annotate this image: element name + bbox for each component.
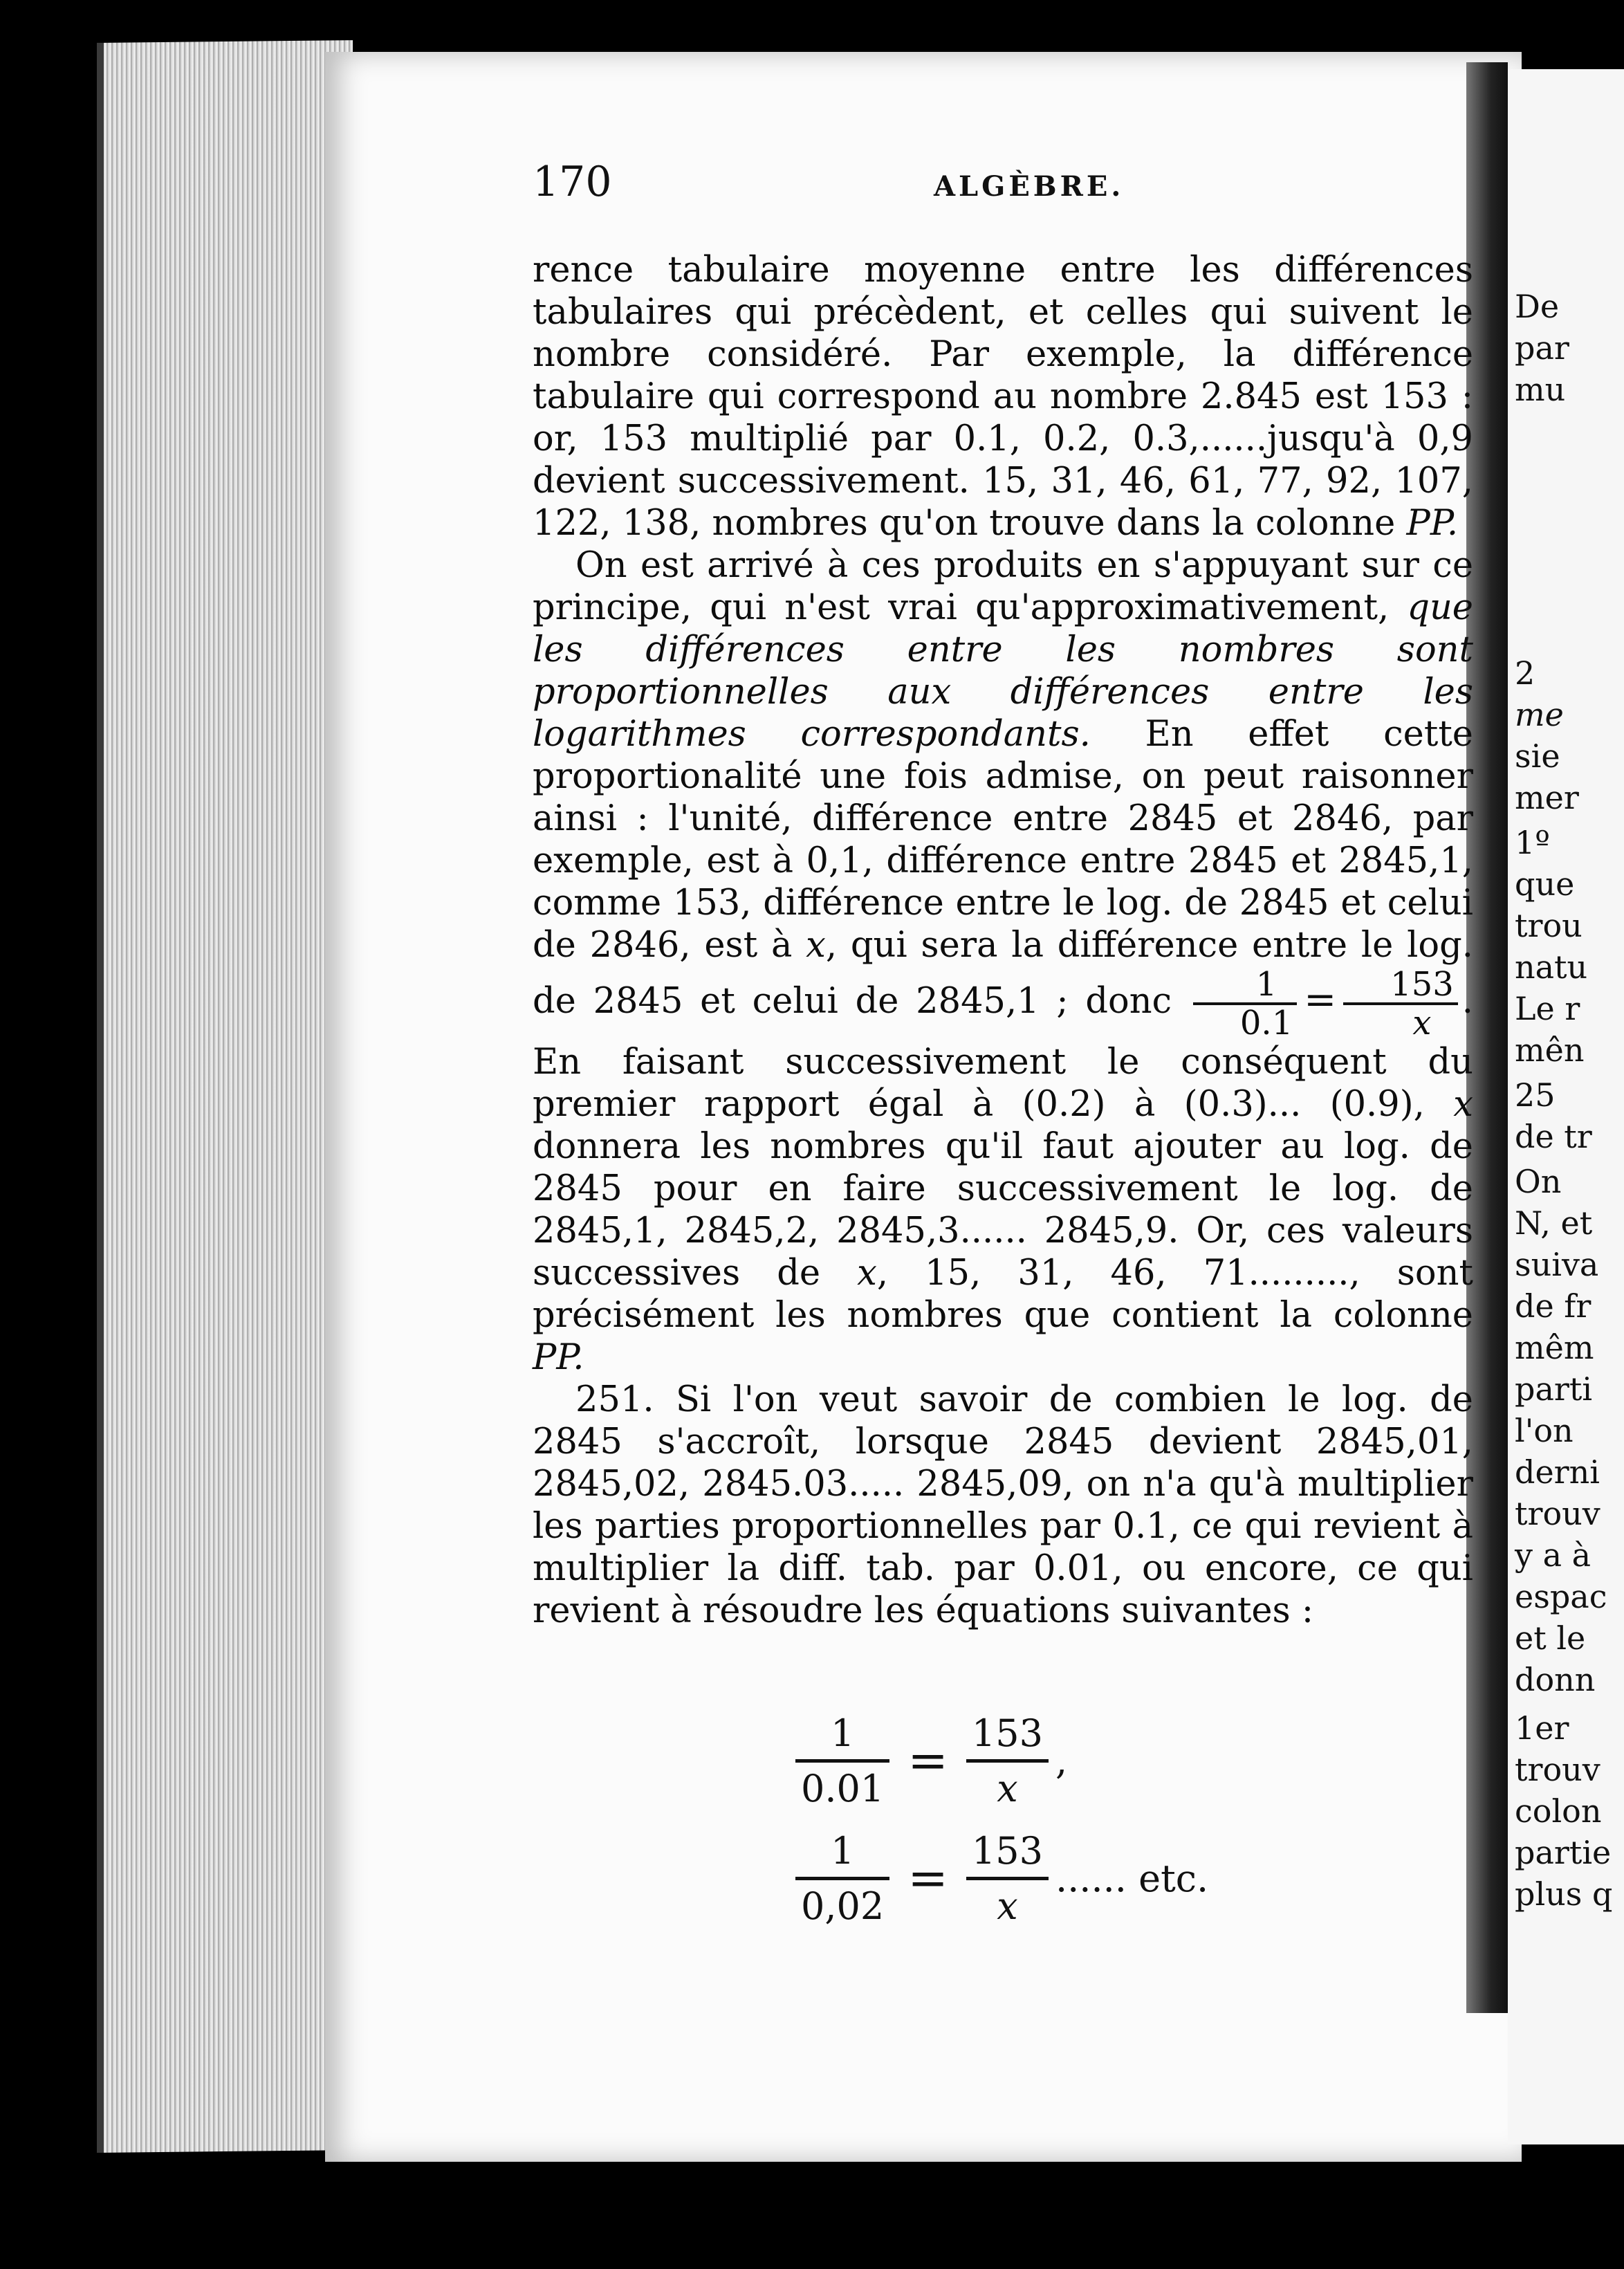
fraction-denominator: x [997, 1766, 1018, 1810]
facing-page-fragment [1508, 69, 1624, 2144]
fraction [966, 1711, 1049, 1810]
text-run: , 15, 31, 46, 71........., sont précisément les nombres que contient la colonne [533, 1253, 1473, 1336]
facing-page-line: trou [1515, 907, 1583, 944]
fraction-denominator: 0.1 [1239, 1004, 1293, 1042]
equals-sign: = [907, 1732, 948, 1789]
paragraph [533, 544, 1473, 1379]
facing-page-line: espac [1515, 1578, 1607, 1615]
paragraph [533, 1379, 1473, 1632]
facing-page-line: mêm [1515, 1329, 1594, 1366]
equation [795, 1702, 1349, 1819]
facing-page-line: 1º [1515, 824, 1550, 861]
facing-page-line: 2 [1515, 654, 1535, 692]
fraction-numerator: 153 [1343, 966, 1458, 1005]
equation-tail: , [1055, 1738, 1068, 1783]
math-variable: x [857, 1253, 877, 1294]
fraction [795, 1829, 889, 1928]
facing-page-line: N, et [1515, 1204, 1593, 1242]
math-variable: x [806, 925, 826, 966]
facing-page-line: me [1515, 696, 1564, 733]
running-head: ALGÈBRE. [934, 170, 1125, 203]
facing-page-line: de fr [1515, 1287, 1591, 1325]
text-run: , qui sera la différence entre le log. de 2845 et celui de 2845,1 ; donc [533, 925, 1473, 1022]
facing-page-line: natu [1515, 948, 1588, 986]
fraction [966, 1829, 1049, 1928]
facing-page-line: partie [1515, 1834, 1612, 1871]
body-text [533, 249, 1473, 1632]
facing-page-line: trouv [1515, 1495, 1600, 1532]
text-run: rence tabulaire moyenne entre les différences tabulaires qui précèdent, et celles qui suivent le nombre considéré. Par exemple, la différence tabulaire qui correspond au nombre 2.845 est 153 : or, 153 multiplié par 0.1, 0.2, 0.3,......jusqu'à 0,9 devient successivement. 15, 31, 46, 61, 77, 92, 107, 122, 138, nombres qu'on trouve dans la colonne [533, 250, 1473, 544]
book-page-edges [97, 40, 353, 2153]
inline-fraction [1343, 966, 1458, 1041]
fraction-numerator: 1 [1193, 966, 1297, 1005]
facing-page-line: 1er [1515, 1709, 1569, 1747]
text-run: En effet cette proportionalité une fois admise, on peut raisonner ainsi : l'unité, différence entre 2845 et 2846, par exemple, est à 0,1, différence entre 2845 et 2845,1, comme 153, différence entre le log. de 2845 et celui de 2846, est à [533, 714, 1473, 966]
math-variable: x [1453, 1084, 1473, 1125]
facing-page-line: y a à [1515, 1536, 1591, 1574]
equation-tail: ...... etc. [1055, 1856, 1209, 1900]
fraction-denominator: 0.01 [801, 1766, 885, 1810]
facing-page-line: l'on [1515, 1412, 1574, 1449]
text-run: . En faisant successivement le conséquent du premier rapport égal à (0.2) à (0.3)... (0.9), [533, 981, 1473, 1125]
paragraph [533, 249, 1473, 544]
facing-page-line: par [1515, 329, 1569, 367]
fraction-numerator: 153 [966, 1711, 1049, 1763]
equation [795, 1819, 1349, 1937]
fraction-denominator: x [1412, 1004, 1432, 1042]
displayed-equations [795, 1702, 1349, 1937]
fraction-denominator: x [997, 1884, 1018, 1928]
equals-sign: = [1304, 977, 1337, 1022]
italic-run: PP. [1406, 503, 1459, 544]
italic-run: que les différences entre les nombres sont proportionnelles aux différences entre les logarithmes correspondants. [533, 587, 1473, 755]
equals-sign: = [907, 1850, 948, 1907]
page-header [533, 158, 1480, 213]
facing-page-line: colon [1515, 1792, 1602, 1830]
facing-page-line: et le [1515, 1619, 1586, 1657]
facing-page-line: plus q [1515, 1875, 1613, 1913]
facing-page-line: que [1515, 865, 1575, 903]
facing-page-line: de tr [1515, 1118, 1592, 1155]
text-run: 251. Si l'on veut savoir de combien le log. de 2845 s'accroît, lorsque 2845 devient 2845,01, 2845,02, 2845.03..... 2845,09, on n'a qu'à multiplier les parties proportionnelles par 0.1, ce qui revient à multiplier la diff. tab. par 0.01, ou encore, ce qui revient à résoudre les équations suivantes : [533, 1379, 1473, 1631]
facing-page-line: trouv [1515, 1751, 1600, 1788]
facing-page-line: sie [1515, 737, 1560, 775]
facing-page-line: mu [1515, 371, 1566, 408]
facing-page-line: Le r [1515, 990, 1580, 1027]
facing-page-line: mer [1515, 779, 1579, 816]
facing-page-line: donn [1515, 1661, 1596, 1698]
page-number: 170 [533, 158, 612, 206]
facing-page-line: parti [1515, 1370, 1593, 1408]
fraction-numerator: 1 [795, 1829, 889, 1880]
facing-page-line: 25 [1515, 1076, 1556, 1114]
inline-fraction [1193, 966, 1297, 1041]
text-run: donnera les nombres qu'il faut ajouter au log. de 2845 pour en faire successivement le log. de 2845,1, 2845,2, 2845,3...... 2845,9. Or, ces valeurs successives de [533, 1126, 1473, 1294]
facing-page-line: De [1515, 288, 1560, 325]
facing-page-line: derni [1515, 1453, 1600, 1491]
facing-page-line: suiva [1515, 1246, 1599, 1283]
fraction-numerator: 1 [795, 1711, 889, 1763]
fraction [795, 1711, 889, 1810]
text-run: On est arrivé à ces produits en s'appuyant sur ce principe, qui n'est vrai qu'approximativement, [533, 545, 1473, 628]
facing-page-line: mên [1515, 1031, 1585, 1069]
fraction-numerator: 153 [966, 1829, 1049, 1880]
italic-run: PP. [533, 1337, 584, 1378]
facing-page-line: On [1515, 1163, 1562, 1200]
fraction-denominator: 0,02 [801, 1884, 885, 1928]
